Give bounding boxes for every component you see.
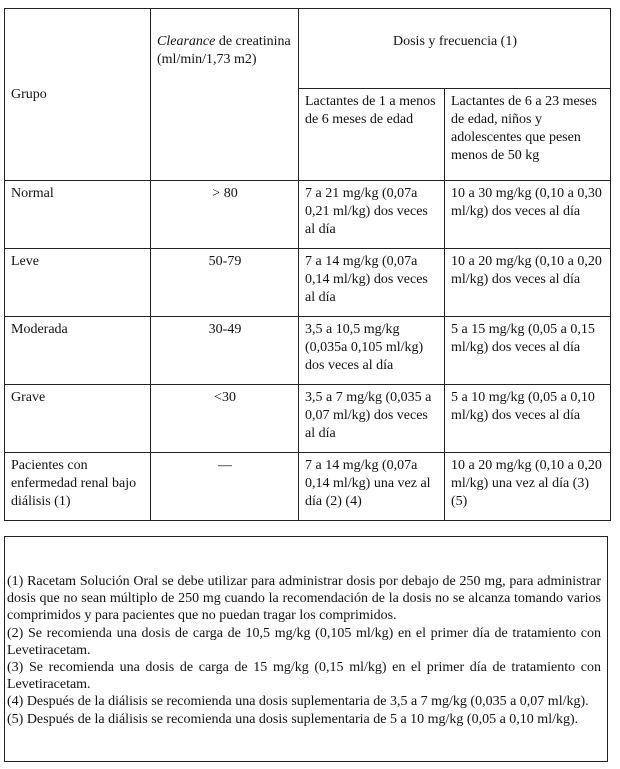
cell-dose-b: 5 a 10 mg/kg (0,05 a 0,10 ml/kg) dos veces al día: [445, 385, 611, 453]
footnote: (5) Después de la diálisis se recomienda una dosis suplementaria de 5 a 10 mg/kg (0,05 a 0,10 ml/kg).: [7, 711, 579, 727]
cell-clearance: 30-49: [151, 317, 299, 385]
footnote: (1) Racetam Solución Oral se debe utilizar para administrar dosis por debajo de 250 mg, para administrar dosis que no sean múltiplo de 250 mg cuando la recomendación de la dosis no se alcanza tomando varios comprimidos y para pacientes que no puedan tragar los comprimidos.: [7, 574, 601, 624]
document-page: [4, 8, 610, 764]
cell-dose-a: 7 a 14 mg/kg (0,07a 0,14 ml/kg) una vez al día (2) (4): [299, 453, 445, 521]
cell-dose-b: 5 a 15 mg/kg (0,05 a 0,15 ml/kg) dos veces al día: [445, 317, 611, 385]
table-row: [5, 385, 611, 453]
cell-clearance: > 80: [151, 181, 299, 249]
table-row: [5, 249, 611, 317]
cell-dose-a: 7 a 14 mg/kg (0,07a 0,14 ml/kg) dos veces al día: [299, 249, 445, 317]
dosage-table: [4, 8, 611, 521]
header-clearance: [151, 9, 299, 181]
header-clearance-rest: de creatinina (ml/min/1,73 m2): [157, 34, 291, 67]
footnote: (2) Se recomienda una dosis de carga de 10,5 mg/kg (0,105 ml/kg) en el primer día de tratamiento con Levetiracetam.: [7, 625, 601, 658]
cell-dose-a: 3,5 a 7 mg/kg (0,035 a 0,07 ml/kg) dos veces al día: [299, 385, 445, 453]
cell-grupo: Moderada: [5, 317, 151, 385]
cell-grupo: Pacientes con enfermedad renal bajo diálisis (1): [5, 453, 151, 521]
table-row: [5, 453, 611, 521]
table-row: [5, 317, 611, 385]
cell-clearance: —: [151, 453, 299, 521]
table-header-row: [5, 9, 611, 89]
footnote: (4) Después de la diálisis se recomienda una dosis suplementaria de 3,5 a 7 mg/kg (0,035 a 0,07 ml/kg).: [7, 694, 589, 710]
header-clearance-italic: Clearance: [157, 34, 216, 49]
cell-dose-b: 10 a 20 mg/kg (0,10 a 0,20 ml/kg) una vez al día (3) (5): [445, 453, 611, 521]
cell-clearance: <30: [151, 385, 299, 453]
cell-grupo: Normal: [5, 181, 151, 249]
header-dosis: Dosis y frecuencia (1): [299, 9, 611, 89]
header-lactantes-1-6: Lactantes de 1 a menos de 6 meses de edad: [299, 89, 445, 181]
cell-dose-b: 10 a 20 mg/kg (0,10 a 0,20 ml/kg) dos veces al día: [445, 249, 611, 317]
header-lactantes-6-23: Lactantes de 6 a 23 meses de edad, niños y adolescentes que pesen menos de 50 kg: [445, 89, 611, 181]
cell-dose-a: 7 a 21 mg/kg (0,07a 0,21 ml/kg) dos veces al día: [299, 181, 445, 249]
cell-dose-b: 10 a 30 mg/kg (0,10 a 0,30 ml/kg) dos veces al día: [445, 181, 611, 249]
footnote: (3) Se recomienda una dosis de carga de 15 mg/kg (0,15 ml/kg) en el primer día de tratamiento con Levetiracetam.: [7, 660, 601, 693]
header-grupo: Grupo: [5, 9, 151, 181]
table-row: [5, 181, 611, 249]
cell-dose-a: 3,5 a 10,5 mg/kg (0,035a 0,105 ml/kg) dos veces al día: [299, 317, 445, 385]
cell-grupo: Leve: [5, 249, 151, 317]
cell-clearance: 50-79: [151, 249, 299, 317]
cell-grupo: Grave: [5, 385, 151, 453]
footnotes-box: [4, 536, 608, 762]
